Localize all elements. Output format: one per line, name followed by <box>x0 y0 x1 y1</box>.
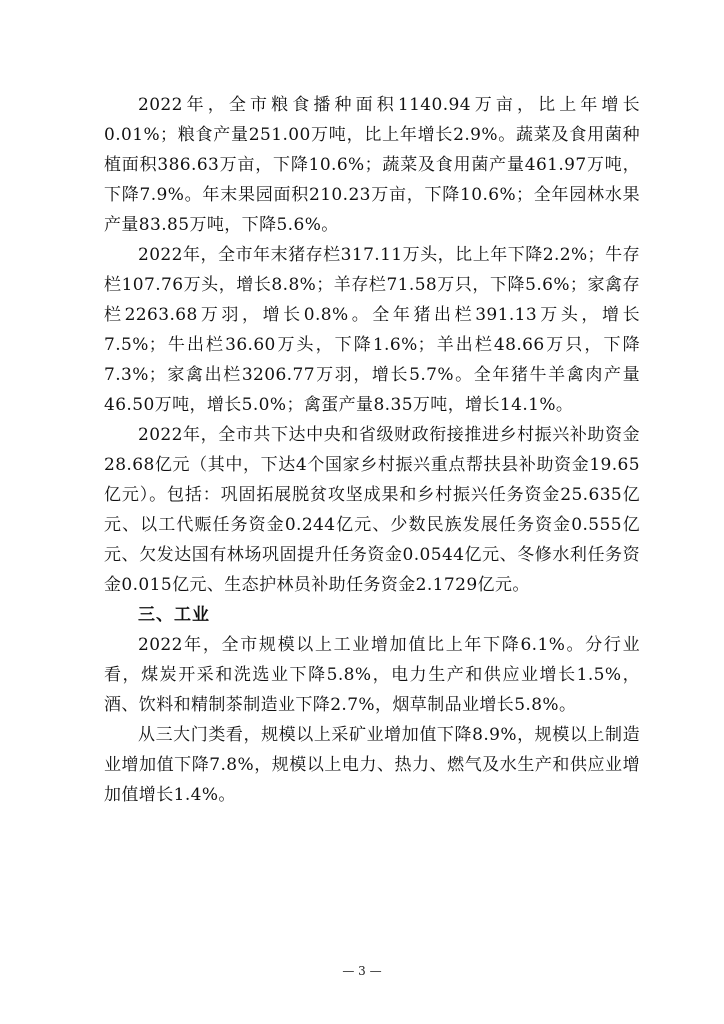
section-heading-industry: 三、工业 <box>138 605 210 625</box>
paragraph-industry-sectors: 2022年，全市规模以上工业增加值比上年下降6.1%。分行业看，煤炭开采和洗选业下降5.8%，电力生产和供应业增长1.5%，酒、饮料和精制茶制造业下降2.7%，烟草制品业增长5.8%。 <box>104 635 640 715</box>
paragraph-grain: 2022年，全市粮食播种面积1140.94万亩，比上年增长0.01%；粮食产量251.00万吨，比上年增长2.9%。蔬菜及食用菌种植面积386.63万亩，下降10.6%；蔬菜及食用菌产量461.97万吨，下降7.9%。年末果园面积210.23万亩，下降10.6%；全年园林水果产量83.85万吨，下降5.6%。 <box>104 95 640 235</box>
page-content <box>104 90 640 810</box>
paragraph-rural-funds: 2022年，全市共下达中央和省级财政衔接推进乡村振兴补助资金28.68亿元（其中，下达4个国家乡村振兴重点帮扶县补助资金19.65亿元）。包括：巩固拓展脱贫攻坚成果和乡村振兴任务资金25.635亿元、以工代赈任务资金0.244亿元、少数民族发展任务资金0.555亿元、欠发达国有林场巩固提升任务资金0.0544亿元、冬修水利任务资金0.015亿元、生态护林员补助任务资金2.1729亿元。 <box>104 425 640 595</box>
paragraph-livestock: 2022年，全市年末猪存栏317.11万头，比上年下降2.2%；牛存栏107.76万头，增长8.8%；羊存栏71.58万只，下降5.6%；家禽存栏2263.68万羽，增长0.8%。全年猪出栏391.13万头，增长7.5%；牛出栏36.60万头，下降1.6%；羊出栏48.66万只，下降7.3%；家禽出栏3206.77万羽，增长5.7%。全年猪牛羊禽肉产量46.50万吨，增长5.0%；禽蛋产量8.35万吨，增长14.1%。 <box>104 245 640 415</box>
paragraph-industry-categories: 从三大门类看，规模以上采矿业增加值下降8.9%，规模以上制造业增加值下降7.8%，规模以上电力、热力、燃气及水生产和供应业增加值增长1.4%。 <box>104 725 640 805</box>
page-number: — 3 — <box>342 964 382 978</box>
